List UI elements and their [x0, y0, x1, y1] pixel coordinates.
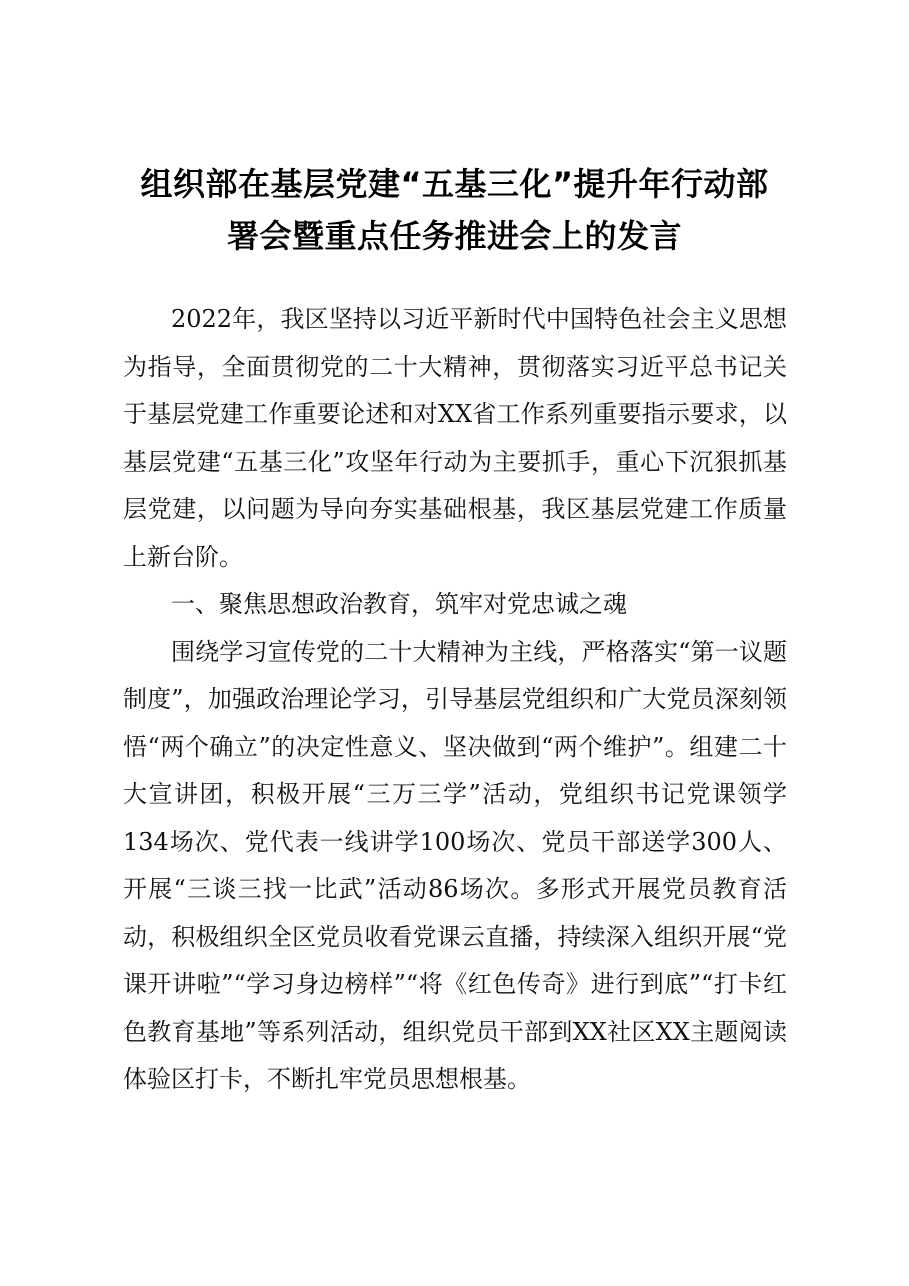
section-heading-1: 一、聚焦思想政治教育，筑牢对党忠诚之魂 [171, 590, 627, 618]
title-line-2: 署会暨重点任务推进会上的发言 [226, 217, 682, 255]
document-body [123, 296, 787, 1104]
intro-paragraph: 2022年，我区坚持以习近平新时代中国特色社会主义思想为指导，全面贯彻党的二十大精神，贯彻落实习近平总书记关于基层党建工作重要论述和对XX省工作系列重要指示要求，以基层党建“五基三化”攻坚年行动为主要抓手，重心下沉狠抓基层党建，以问题为导向夯实基础根基，我区基层党建工作质量上新台阶。 [123, 305, 787, 571]
section-1-paragraph: 围绕学习宣传党的二十大精神为主线，严格落实“第一议题制度”，加强政治理论学习，引导基层党组织和广大党员深刻领悟“两个确立”的决定性意义、坚决做到“两个维护”。组建二十大宣讲团，积极开展“三万三学”活动，党组织书记党课领学134场次、党代表一线讲学100场次、党员干部送学300人、开展“三谈三找一比武”活动86场次。多形式开展党员教育活动，积极组织全区党员收看党课云直播，持续深入组织开展“党课开讲啦”“学习身边榜样”“将《红色传奇》进行到底”“打卡红色教育基地”等系列活动，组织党员干部到XX社区XX主题阅读体验区打卡，不断扎牢党员思想根基。 [123, 637, 787, 1093]
title-line-1: 组织部在基层党建“五基三化”提升年行动部 [140, 165, 769, 203]
document-title [100, 158, 809, 262]
